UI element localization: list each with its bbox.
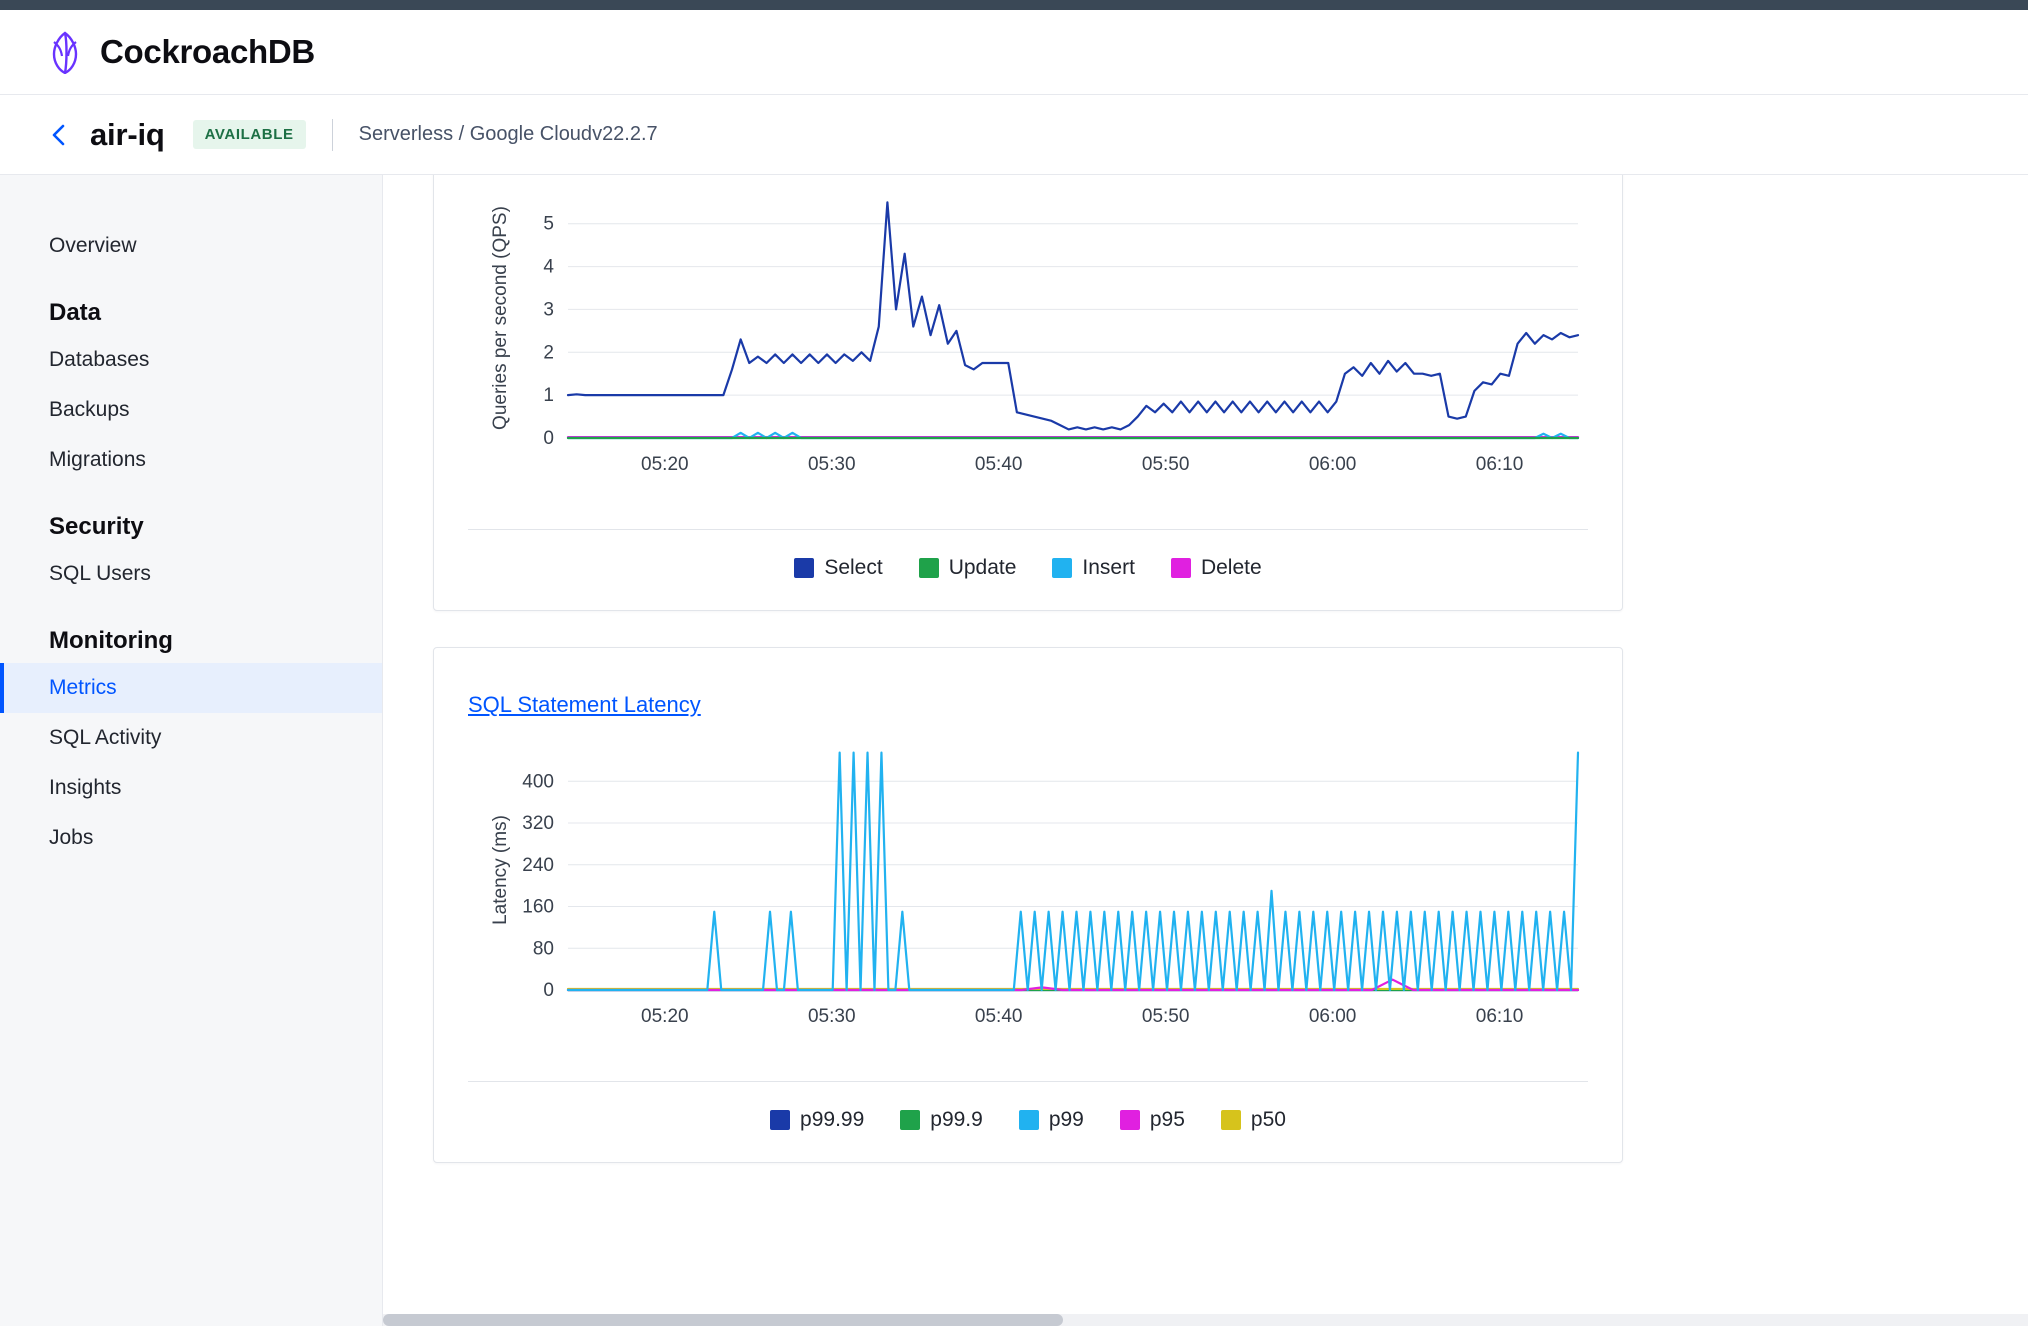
legend-swatch-update (919, 558, 939, 578)
svg-text:06:10: 06:10 (1475, 454, 1524, 475)
legend-item-p999[interactable] (900, 1108, 983, 1132)
sidebar (0, 175, 383, 1326)
svg-text:2: 2 (543, 342, 554, 364)
window-top-accent-bar (0, 0, 2028, 10)
svg-text:320: 320 (522, 813, 554, 835)
legend-label-p50: p50 (1250, 1108, 1286, 1131)
legend-swatch-p9999 (770, 1110, 790, 1130)
svg-text:400: 400 (522, 771, 554, 793)
legend-label-delete: Delete (1200, 556, 1262, 579)
legend-swatch-p999 (900, 1110, 920, 1130)
latency-chart-card (433, 647, 1623, 1163)
latency-line-chart[interactable] (468, 728, 1618, 1058)
legend-swatch-p99 (1019, 1110, 1039, 1130)
svg-text:Queries per second (QPS): Queries per second (QPS) (490, 206, 511, 430)
svg-text:Latency (ms): Latency (ms) (490, 815, 511, 925)
svg-text:05:30: 05:30 (807, 454, 856, 475)
cluster-name: air-iq (90, 116, 165, 152)
sidebar-item-databases[interactable]: Databases (49, 348, 150, 371)
legend-label-p999: p99.9 (930, 1108, 983, 1131)
qps-chart-area (434, 175, 1622, 511)
legend-label-insert: Insert (1082, 556, 1135, 579)
legend-item-p99[interactable] (1019, 1108, 1084, 1132)
svg-text:05:20: 05:20 (641, 1006, 689, 1027)
svg-text:160: 160 (522, 896, 554, 918)
sidebar-item-metrics[interactable]: Metrics (0, 663, 382, 713)
legend-item-update[interactable] (919, 556, 1017, 580)
legend-swatch-p95 (1120, 1110, 1140, 1130)
legend-swatch-insert (1052, 558, 1072, 578)
sidebar-section-data: Data (49, 299, 102, 326)
legend-item-p9999[interactable] (770, 1108, 864, 1132)
legend-swatch-delete (1171, 558, 1191, 578)
horizontal-scrollbar-thumb[interactable] (383, 1314, 1063, 1326)
status-badge: AVAILABLE (193, 120, 306, 149)
latency-chart-area (434, 718, 1622, 1063)
sidebar-section-monitoring: Monitoring (49, 627, 173, 654)
sidebar-item-jobs[interactable]: Jobs (49, 826, 94, 849)
sidebar-item-sql-users[interactable]: SQL Users (49, 562, 151, 585)
svg-text:240: 240 (522, 854, 554, 876)
header-divider (332, 119, 333, 151)
legend-swatch-p50 (1221, 1110, 1241, 1130)
cluster-header (0, 95, 2028, 175)
page-body (0, 175, 2028, 1326)
sidebar-item-overview[interactable]: Overview (49, 234, 137, 257)
legend-item-select[interactable] (794, 556, 882, 580)
latency-chart-title[interactable]: SQL Statement Latency (468, 692, 701, 717)
latency-legend (468, 1081, 1588, 1162)
legend-item-delete[interactable] (1171, 556, 1262, 580)
svg-text:3: 3 (543, 299, 554, 321)
cockroach-logo-icon (44, 29, 86, 75)
svg-text:05:30: 05:30 (807, 1006, 856, 1027)
svg-text:05:40: 05:40 (974, 454, 1023, 475)
cluster-plan-provider: Serverless / Google Cloud (358, 123, 593, 145)
sidebar-item-sql-activity[interactable]: SQL Activity (49, 726, 162, 749)
chevron-left-icon[interactable] (46, 122, 72, 148)
sidebar-section-security: Security (49, 513, 144, 540)
legend-label-select: Select (824, 556, 883, 579)
svg-text:5: 5 (543, 213, 554, 235)
legend-label-p9999: p99.99 (800, 1108, 865, 1131)
sidebar-item-backups[interactable]: Backups (49, 398, 130, 421)
svg-text:0: 0 (543, 428, 554, 449)
cluster-version: v22.2.7 (592, 123, 658, 145)
svg-text:80: 80 (532, 938, 554, 960)
svg-text:05:20: 05:20 (641, 454, 689, 475)
horizontal-scrollbar[interactable] (383, 1314, 2028, 1326)
legend-label-p95: p95 (1149, 1108, 1185, 1131)
brand-name: CockroachDB (100, 33, 315, 70)
qps-chart-card (433, 175, 1623, 611)
sidebar-item-migrations[interactable]: Migrations (49, 448, 146, 471)
svg-text:05:50: 05:50 (1141, 454, 1190, 475)
sidebar-item-insights[interactable]: Insights (49, 776, 122, 799)
svg-text:0: 0 (543, 980, 554, 1001)
qps-legend (468, 529, 1588, 610)
qps-line-chart[interactable] (468, 176, 1618, 506)
legend-item-p95[interactable] (1120, 1108, 1185, 1132)
legend-label-p99: p99 (1048, 1108, 1084, 1131)
svg-text:06:00: 06:00 (1308, 454, 1357, 475)
svg-text:06:00: 06:00 (1308, 1006, 1357, 1027)
legend-item-p50[interactable] (1221, 1108, 1286, 1132)
legend-swatch-select (794, 558, 814, 578)
svg-text:1: 1 (543, 385, 554, 407)
legend-item-insert[interactable] (1052, 556, 1135, 580)
svg-text:4: 4 (543, 256, 554, 278)
svg-text:06:10: 06:10 (1475, 1006, 1524, 1027)
brand-header (0, 10, 2028, 95)
svg-text:05:50: 05:50 (1141, 1006, 1190, 1027)
metrics-content (383, 175, 2028, 1326)
legend-label-update: Update (948, 556, 1017, 579)
svg-text:05:40: 05:40 (974, 1006, 1023, 1027)
